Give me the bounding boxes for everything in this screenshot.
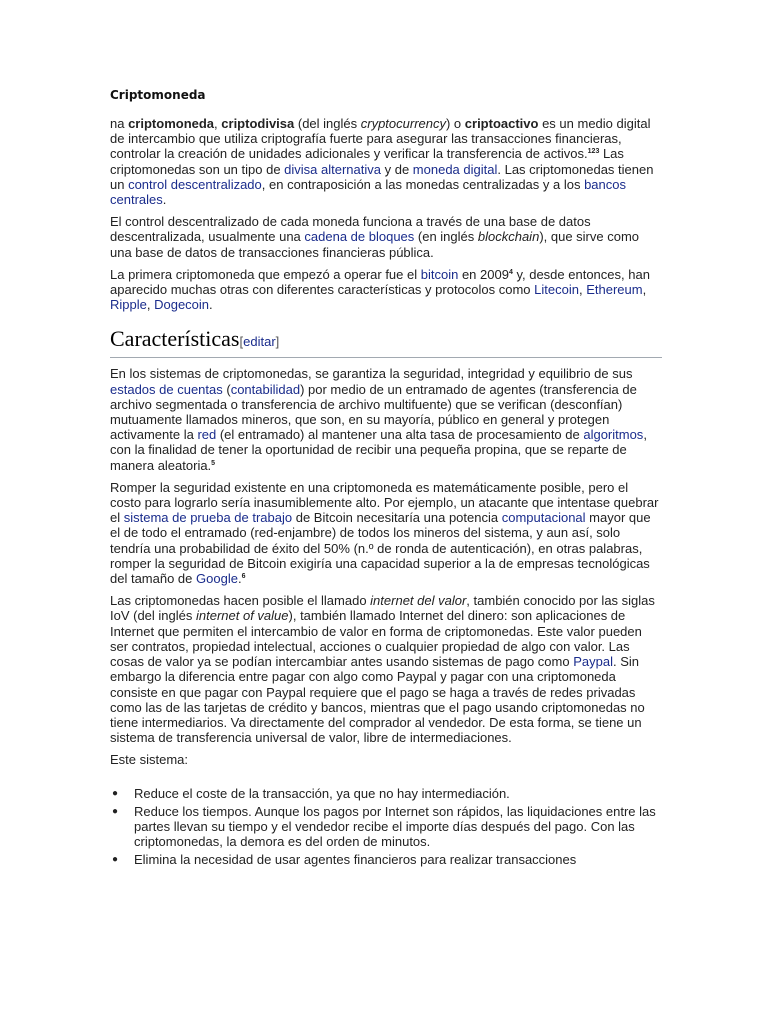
intro-paragraph-1 (110, 116, 662, 207)
link-computacional[interactable]: computacional (501, 510, 586, 526)
text-span: . (237, 571, 242, 587)
text-span: . Sin embargo la diferencia entre pagar con algo como Paypal y pagar con una criptomoneda consiste en que pagar con Paypal requiere que el pago se haga a través de redes privadas como las de las tarjetas de crédito y bancos, mientras que el pago usando criptomonedas no tiene intermediarios. Va directamente del comprador al vendedor. De esta forma, se tiene un sistema de transferencia universal de valor, libre de intermediaciones. (110, 654, 645, 746)
section-paragraph-3 (110, 593, 662, 745)
link-dogecoin[interactable]: Dogecoin (154, 297, 210, 313)
text-span: ( (222, 381, 231, 397)
citation-ref[interactable]: 4 (508, 268, 513, 276)
bold-term-criptodivisa: criptodivisa (221, 116, 295, 131)
section-heading-text: Características (110, 326, 240, 352)
citation-ref[interactable]: 6 (241, 573, 246, 581)
text-span: En los sistemas de criptomonedas, se garantiza la seguridad, integridad y equilibrio de sus (110, 366, 633, 382)
link-moneda-digital[interactable]: moneda digital (412, 161, 498, 177)
text-span: El control descentralizado de cada moneda funciona a través de una base de datos descentralizada, usualmente una (110, 214, 591, 245)
bullet-icon: ● (112, 854, 119, 866)
text-span: , también conocido por las siglas IoV (del inglés (110, 593, 655, 624)
link-bancos-centrales[interactable]: bancos centrales (110, 176, 626, 208)
edit-section-link-wrapper (240, 334, 280, 349)
link-red[interactable]: red (197, 427, 217, 443)
text-span: ), también llamado Internet del dinero: son aplicaciones de Internet que permiten el intercambio de valor en forma de criptomonedas. Este valor pueden ser contratos, propiedad intelectual, acciones o cualquier propiedad de algo con valor. Las cosas de valor ya se podían intercambiar antes usando sistemas de pago como (110, 608, 642, 670)
link-ripple[interactable]: Ripple (110, 297, 147, 313)
link-algoritmos[interactable]: algoritmos (583, 427, 644, 443)
text-span: Las criptomonedas hacen posible el llamado (110, 593, 371, 609)
bullet-icon: ● (112, 787, 119, 799)
link-cadena-de-bloques[interactable]: cadena de bloques (304, 229, 415, 245)
text-span: , (214, 116, 222, 131)
link-google[interactable]: Google (196, 571, 238, 587)
list-item (112, 852, 662, 868)
text-span: (el entramado) al mantener una alta tasa de procesamiento de (216, 427, 584, 443)
link-divisa-alternativa[interactable]: divisa alternativa (284, 161, 381, 177)
text-span: (en inglés (414, 229, 478, 245)
list-item-text: Reduce el coste de la transacción, ya que no hay intermediación. (134, 785, 510, 801)
text-span: mayor que el de todo el entramado (red-enjambre) de todos los mineros del sistema, y aun así, solo tendría una probabilidad de éxito del 50% (n.º de ronda de autenticación), en otras palabras, romper la seguridad de Bitcoin exigiría una capacidad superior a la de empresas tecnológicas del tamaño de (110, 510, 651, 587)
intro-paragraph-3 (110, 267, 662, 313)
list-item (112, 803, 662, 850)
italic-term-internet-del-valor: internet del valor (370, 593, 467, 609)
bold-term-criptomoneda: criptomoneda (128, 116, 215, 131)
link-control-descentralizado[interactable]: control descentralizado (128, 176, 262, 192)
document-title: Criptomoneda (110, 88, 206, 102)
section-paragraph-2 (110, 480, 662, 586)
section-paragraph-1 (110, 366, 662, 472)
text-span: . (209, 297, 213, 313)
text-span: (del inglés (294, 116, 361, 131)
edit-bracket-close: ] (275, 334, 280, 350)
link-paypal[interactable]: Paypal (573, 654, 613, 670)
text-span: Romper la seguridad existente en una criptomoneda es matemáticamente posible, pero el costo para lograrlo sería inasumiblemente alto. Por ejemplo, un atacante que intentase quebrar el (110, 479, 659, 526)
text-span: La primera criptomoneda que empezó a operar fue el (110, 266, 421, 282)
text-span: y, desde entonces, han aparecido muchas otras con diferentes características y protocolos como (110, 266, 650, 298)
text-span: , (146, 297, 155, 313)
text-span: y de (381, 161, 413, 177)
section-paragraph-4: Este sistema: (110, 752, 189, 768)
link-litecoin[interactable]: Litecoin (534, 282, 579, 298)
text-span: , con la finalidad de tener la oportunidad de recibir una pequeña propina, que se reparte de manera aleatoria. (110, 427, 647, 473)
citation-ref[interactable]: 5 (211, 459, 216, 467)
text-span: . (162, 192, 167, 208)
text-span: en 2009 (458, 266, 509, 282)
text-span: , (578, 282, 587, 298)
link-sistema-prueba-de-trabajo[interactable]: sistema de prueba de trabajo (123, 510, 293, 526)
list-item (112, 785, 662, 801)
benefits-list (110, 786, 662, 868)
intro-paragraph-2 (110, 214, 662, 260)
link-ethereum[interactable]: Ethereum (586, 282, 643, 298)
text-span: ) por medio de un entramado de agentes (transferencia de archivo segmentada o transferencia de archivo multifuente) que se verifican (desconfían) mutuamente llamados mineros, que son, en su mayoría, público en general y protegen activamente la (110, 381, 637, 443)
edit-bracket-open: [ (239, 334, 244, 350)
link-contabilidad[interactable]: contabilidad (230, 381, 301, 397)
citation-ref[interactable]: 123 (587, 148, 600, 156)
text-span: de Bitcoin necesitaría una potencia (292, 510, 502, 526)
section-heading-caracteristicas (110, 326, 662, 358)
text-span: . Las criptomonedas tienen un (110, 161, 654, 192)
italic-term-blockchain: blockchain (477, 229, 540, 245)
link-estados-de-cuentas[interactable]: estados de cuentas (110, 381, 223, 397)
text-span: , (642, 282, 647, 298)
text-span: ), que sirve como una base de datos de transacciones financieras pública. (110, 229, 640, 260)
text-span: Las criptomonedas son un tipo de (110, 146, 624, 177)
text-span: ) o (445, 116, 465, 131)
bold-term-criptoactivo: criptoactivo (464, 116, 539, 131)
link-bitcoin[interactable]: bitcoin (420, 266, 459, 282)
list-item-text: Reduce los tiempos. Aunque los pagos por Internet son rápidos, las liquidaciones entre las partes llevan su tiempo y el vendedor recibe el importe días después del pago. Con las criptomonedas, la demora es del orden de minutos. (134, 803, 656, 850)
bullet-icon: ● (112, 805, 119, 817)
text-span: es un medio digital de intercambio que utiliza criptografía fuerte para asegurar las transacciones financieras, controlar la creación de unidades adicionales y verificar la transferencia de activos. (110, 116, 651, 162)
edit-section-link[interactable]: editar (243, 334, 276, 350)
text-span: na (110, 116, 129, 131)
text-span: , en contraposición a las monedas centralizadas y a los (261, 176, 585, 192)
italic-term-internet-of-value: internet of value (196, 608, 289, 624)
list-item-text: Elimina la necesidad de usar agentes financieros para realizar transacciones (134, 852, 577, 868)
italic-term-cryptocurrency: cryptocurrency (360, 116, 446, 131)
